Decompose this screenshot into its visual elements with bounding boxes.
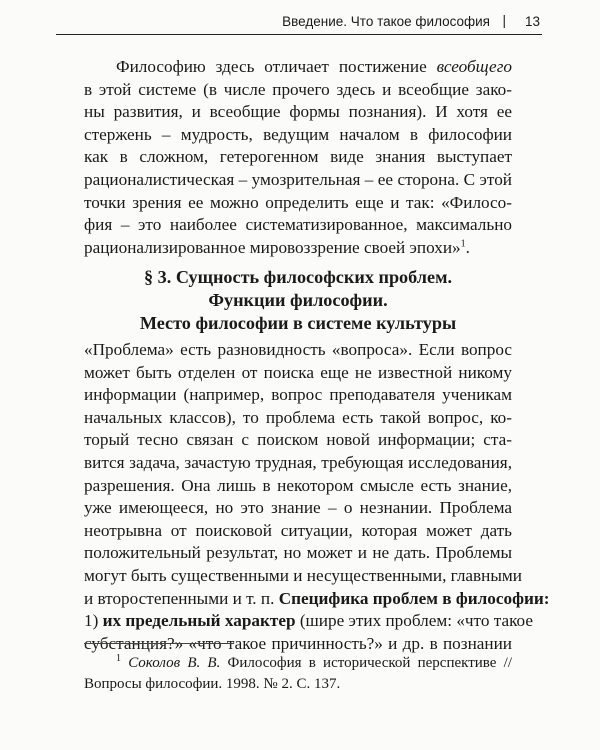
running-header-title: Введение. Что такое философия: [282, 14, 490, 29]
paragraph-line: фия – это наиболее систематизированное, максимально: [84, 215, 512, 235]
paragraph-line: информации (например, вопрос преподавателя ученикам: [84, 385, 512, 405]
paragraph-line: рационалистическая – умозрительная – ее сторона. С этой: [84, 169, 512, 189]
paragraph-line: «Проблема» есть разновидность «вопроса». Если вопрос: [84, 340, 512, 359]
paragraph-2: [84, 339, 550, 655]
page-number: 13: [524, 14, 540, 29]
footnote-line: Вопросы философии. 1998. № 2. С. 137.: [84, 676, 341, 692]
footnote-author: Соколов В. В.: [128, 655, 221, 671]
emphasis-limit-character: их предельный характер: [102, 611, 296, 631]
paragraph-line: 1) их предельный характер (шире этих проблем: «что такое: [84, 611, 533, 631]
paragraph-line: в этой системе (в числе прочего здесь и всеобщие зако-: [84, 79, 512, 99]
paragraph-line: и второстепенными и т. п. Специфика проблем в философии:: [84, 588, 550, 608]
footnote: [84, 653, 512, 695]
paragraph-line: разрешения. Она лишь в некотором смысле есть знание,: [84, 475, 512, 495]
paragraph-line: субстанция?» «что такое причинность?» и др. в познании: [84, 633, 512, 653]
footnote-line: $^1$ Соколов В. В. Философия в исторической перспективе //: [116, 653, 512, 671]
paragraph-line: торый тесно связан с поиском новой информации; ста-: [84, 430, 512, 450]
footnote-divider: [84, 643, 234, 644]
footnote-reference: 1: [460, 238, 466, 250]
paragraph-1: [84, 56, 512, 259]
paragraph-line: вится задача, зачастую трудная, требующая исследования,: [84, 452, 512, 472]
section-heading-line: § 3. Сущность философских проблем.: [143, 267, 453, 287]
paragraph-line: уже имеющееся, но это знание – о незнании. Проблема: [84, 498, 512, 518]
paragraph-line: положительный результат, но может и не дать. Проблемы: [84, 543, 512, 563]
emphasis-vseobshchego: всеобщего: [436, 57, 512, 76]
running-header: [56, 10, 542, 35]
paragraph-line: рационализированное мировоззрение своей эпохи»$^1$.: [84, 237, 470, 257]
paragraph-line: как в сложном, гетерогенном виде знания выступает: [84, 147, 512, 167]
section-heading-line: Место философии в системе культуры: [139, 312, 457, 333]
running-header-separator: |: [502, 13, 506, 28]
paragraph-line: ны развития, и всеобщие формы познания). И хотя ее: [84, 102, 512, 122]
footnote-marker: 1: [116, 653, 121, 664]
paragraph-line: Философию здесь отличает постижение всеобщего: [116, 57, 512, 76]
emphasis-specifics: Специфика проблем в философии:: [278, 588, 550, 608]
paragraph-line: неотрывна от поисковой ситуации, которая может дать: [84, 520, 512, 540]
paragraph-line: начальных классов), то проблема есть такой вопрос, ко-: [84, 407, 512, 427]
section-heading: [84, 266, 512, 334]
paragraph-line: может быть отделен от поиска еще не известной никому: [84, 362, 512, 382]
section-heading-line: Функции философии.: [208, 289, 388, 310]
paragraph-line: стержень – мудрость, ведущим началом в философии: [84, 124, 512, 144]
paragraph-line: могут быть существенными и несущественными, главными: [84, 565, 522, 585]
paragraph-line: точки зрения ее можно определить еще и так: «Филосо-: [84, 192, 512, 212]
